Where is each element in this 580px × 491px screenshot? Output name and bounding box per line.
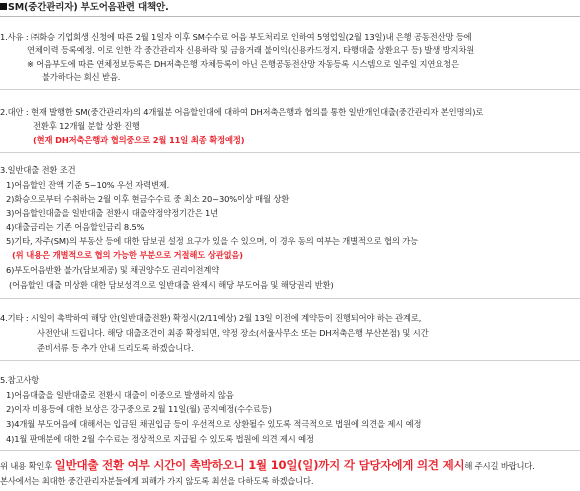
divider [0,450,580,451]
section-2-highlight: (현재 DH저축은행과 협의중으로 2월 11일 최종 확정예정) [33,135,245,145]
footer-line-1 [0,460,535,472]
section-4-line-1: 4.기타 : 시일이 촉박하여 해당 안(일반대출전환) 확정시(2/11예상) 2월 13일 이전에 계약등이 진행되어야 하는 관계로, [0,313,422,323]
divider [0,298,580,299]
section-5-item-3: 3)4개월 부도어음에 대해서는 입금된 채권입금 등이 우선적으로 상환될수 있도록 적극적으로 법원에 의견을 제시 예정 [6,419,422,429]
footer-prefix: 위 내용 확인후 [0,461,55,471]
section-4-line-2: 사전안내 드립니다. 해당 대출조건이 최종 확정되면, 약정 장소(서울사무소 또는 DH저축은행 부산본점) 및 시간 [37,328,429,338]
footer-highlight: 일반대출 전환 여부 시간이 촉박하오니 1월 10일(일)까지 각 담당자에게 의견 제시 [54,458,465,472]
divider [0,152,580,153]
section-2-line-1: 2.대안 : 현재 발행한 SM(중간관리자)의 4개월분 어음할인대에 대하여 DH저축은행과 협의를 통한 일반개인대출(중간관리자 본인명의)로 [0,107,484,117]
divider [0,89,580,90]
section-1-line-1: 1.사유 : ㈜화승 기업회생 신청에 따른 2월 1일자 이후 SM수수료 어음 부도처리로 인하여 5영업일(2월 13일)내 은행 공동전산망 등에 [0,32,472,42]
section-5-heading: 5.참고사항 [0,375,40,385]
section-3-item-3: 3)어음할인대출을 일반대출 전환시 대출약정약정기간은 1년 [6,208,219,218]
section-3-heading: 3.일반대출 전환 조건 [0,165,76,175]
section-3-item-6: 6)부도어음반환 불가(담보제공) 및 채권양수도 권리이전계약 [6,265,220,275]
section-3-item-5-note: (위 내용은 개별적으로 협의 가능한 부분으로 거절해도 상관없음) [12,250,243,260]
section-5-item-2: 2)이자 비용등에 대한 보상은 강구중으로 2월 11일(월) 공지예정(수수료등) [6,404,272,414]
section-4-line-3: 준비서류 등 추가 안내 드리도록 하겠습니다. [37,343,194,353]
section-1-note-line-2: 불가하다는 회신 받음. [42,72,121,82]
section-5-item-4: 4)1월 판매분에 대한 2월 수수료는 정상적으로 지급될 수 있도록 법원에 의견 제시 예정 [6,434,314,444]
divider [0,360,580,361]
section-2-line-2: 전환후 12개월 분할 상환 진행 [33,121,140,131]
section-3-item-2: 2)화승으로부터 수취하는 2월 이후 현금수수료 중 최소 20~30%이상 매월 상환 [6,194,290,204]
section-5-item-1: 1)어음대출을 일반대출로 전환시 대출이 이중으로 발생하지 않음 [6,390,234,400]
divider [0,16,580,17]
document-title: SM(중간관리자) 부도어음관련 대책안. [0,2,169,13]
footer-suffix: 해 주시길 바랍니다. [464,461,535,471]
section-3-item-4: 4)대출금리는 기존 어음할인금리 8.5% [6,222,145,232]
section-1-note-line-1: ※ 어음부도에 따른 연체정보등록은 DH저축은행 자체등록이 아닌 은행공동전산망 자동등록 시스템으로 일주일 지연요청은 [27,59,459,69]
footer-line-2: 본사에서는 최대한 중간관리자분들에게 피해가 가지 않도록 최선을 다하도록 하겠습니다. [0,476,314,486]
section-3-item-5: 5)기타, 자주(SM)의 부동산 등에 대한 담보권 설정 요구가 있을 수 있으며, 이 경우 동의 여부는 개별적으로 협의 가능 [6,236,418,246]
section-1-line-2: 연체이력 등록예정. 이로 인한 각 중간관리자 신용하락 및 금융거래 불이익(신용카드정지, 타행대출 상환요구 등) 발생 방지차원 [27,45,475,55]
black-square-icon [0,3,7,10]
section-3-item-6-note: (어음할인 대출 미상환 대한 담보성격으로 일반대출 완제시 해당 부도어음 및 해당권리 반환) [9,280,334,290]
section-3-item-1: 1)어음할인 잔액 기준 5~10% 우선 자력변제. [6,180,170,190]
